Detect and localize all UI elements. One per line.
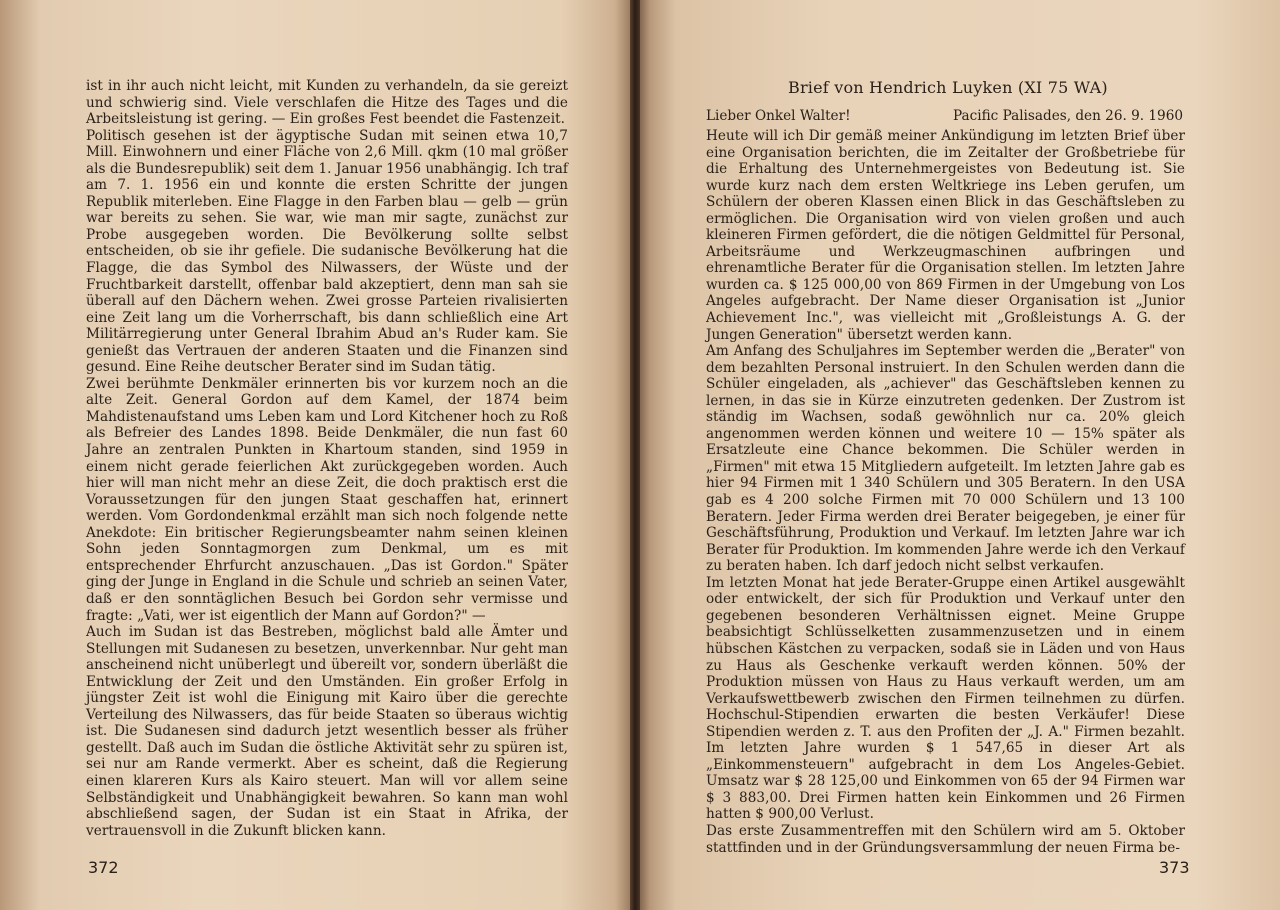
right-paragraph-2: Am Anfang des Schuljahres im September werden die „Berater" von dem bezahlten Personal instruiert. In den Schulen werden dann die Schüler eingeladen, als „achiever" das Geschäftsleben kennen zu lernen, in das sie in Kürze einzutreten gedenken. Der Zustrom ist ständig im Wachsen, sodaß gewöhnlich nur ca. 20% gleich angenommen werden können und weitere 10 — 15% später als Ersatzleute eine Chance bekommen. Die Schüler werden in „Firmen" mit etwa 15 Mitgliedern aufgeteilt. Im letzten Jahre gab es hier 94 Firmen mit 1 340 Schülern und 305 Beratern. In den USA gab es 4 200 solche Firmen mit 70 000 Schülern und 13 100 Beratern. Jeder Firma werden drei Berater beigegeben, je einer für Geschäftsführung, Produktion und Verkauf. Im letzten Jahre war ich Berater für Produktion. Im kommenden Jahre werde ich den Verkauf zu beraten haben. Ich darf jedoch nicht selbst verkaufen. <box>706 343 1185 575</box>
left-page <box>0 0 636 910</box>
left-paragraph-1: ist in ihr auch nicht leicht, mit Kunden zu verhandeln, da sie gereizt und schwierig sind. Viele verschlafen die Hitze des Tages und die Arbeitsleistung ist gering. — Ein großes Fest beendet die Fastenzeit. <box>86 78 568 128</box>
place-date: Pacific Palisades, den 26. 9. 1960 <box>952 108 1183 124</box>
left-paragraph-3: Zwei berühmte Denkmäler erinnerten bis vor kurzem noch an die alte Zeit. General Gordon auf dem Kamel, der 1874 beim Mahdistenaufstand ums Leben kam und Lord Kitchener hoch zu Roß als Befreier des Landes 1898. Beide Denkmäler, die nun fast 60 Jahre an zentralen Punkten in Khartoum standen, sind 1959 in einem nicht gerade feierlichen Akt zurückgegeben worden. Auch hier will man nicht mehr an diese Zeit, die doch praktisch erst die Voraussetzungen für den jungen Staat geschaffen hat, erinnert werden. Vom Gordondenkmal erzählt man sich noch folgende nette Anekdote: Ein britischer Regierungsbeamter nahm seinen kleinen Sohn jeden Sonntagmorgen zum Denkmal, um es mit entsprechender Ehrfurcht anzuschauen. „Das ist Gordon." Später ging der Junge in England in die Schule und schrieb an seinen Vater, daß er den sonntäglichen Besuch bei Gordon sehr vermisse und fragte: „Vati, wer ist eigentlich der Mann auf Gordon?" — <box>86 375 568 624</box>
book-spine <box>630 0 640 910</box>
left-page-number: 372 <box>88 858 119 877</box>
letter-title: Brief von Hendrich Luyken (XI 75 WA) <box>788 78 1108 97</box>
salutation: Lieber Onkel Walter! <box>706 108 851 124</box>
letter-header <box>706 108 1185 124</box>
right-paragraph-3: Im letzten Monat hat jede Berater-Gruppe einen Artikel ausgewählt oder entwickelt, der sich für Produktion und Verkauf unter den gegebenen besonderen Verhältnissen eignet. Meine Gruppe beabsichtigt Schlüsselketten zusammenzusetzen und in einem hübschen Kästchen zu verpacken, sodaß sie in Läden und von Haus zu Haus als Geschenke verkauft werden können. 50% der Produktion müssen von Haus zu Haus verkauft werden, um am Verkaufswettbewerb zwischen den Firmen teilnehmen zu dürfen. Hochschul-Stipendien erwarten die besten Verkäufer! Diese Stipendien werden z. T. aus den Profiten der „J. A." Firmen bezahlt. Im letzten Jahre wurden $ 1 547,65 in dieser Art als „Einkommensteuern" aufgebracht in dem Los Angeles-Gebiet. Umsatz war $ 28 125,00 und Einkommen von 65 der 94 Firmen war $ 3 883,00. Drei Firmen hatten kein Einkommen und 26 Firmen hatten $ 900,00 Verlust. <box>706 574 1185 823</box>
right-page-number: 373 <box>1159 858 1190 877</box>
right-page-text <box>706 128 1185 856</box>
left-paragraph-4: Auch im Sudan ist das Bestreben, möglichst bald alle Ämter und Stellungen mit Sudanesen zu besetzen, unverkennbar. Nur geht man anscheinend nicht unüberlegt und übereilt vor, sondern überläßt die Entwicklung der Zeit und den Umständen. Ein großer Erfolg in jüngster Zeit ist wohl die Einigung mit Kairo über die gerechte Verteilung des Nilwassers, das für beide Staaten so überaus wichtig ist. Die Sudanesen sind dadurch jetzt wesentlich besser als früher gestellt. Daß auch im Sudan die östliche Aktivität sehr zu spüren ist, sei nur am Rande vermerkt. Aber es scheint, daß die Regierung einen klareren Kurs als Kairo steuert. Man will vor allem seine Selbständigkeit und Unabhängigkeit bewahren. So kann man wohl abschließend sagen, der Sudan ist ein Staat in Afrika, der vertrauensvoll in die Zukunft blicken kann. <box>86 624 568 839</box>
left-page-text <box>86 78 568 839</box>
right-paragraph-4: Das erste Zusammentreffen mit den Schülern wird am 5. Oktober stattfinden und in der Gründungsversammlung der neuen Firma be- <box>706 822 1185 856</box>
right-page <box>636 0 1280 910</box>
right-paragraph-1: Heute will ich Dir gemäß meiner Ankündigung im letzten Brief über eine Organisation berichten, die im Zeitalter der Großbetriebe für die Erhaltung des Unternehmergeistes von Bedeutung ist. Sie wurde kurz nach dem ersten Weltkriege ins Leben gerufen, um Schülern der oberen Klassen einen Blick in das Geschäftsleben zu ermöglichen. Die Organisation wird von vielen großen und auch kleineren Firmen gefördert, die die nötigen Geldmittel für Personal, Arbeitsräume und Werkzeugmaschinen aufbringen und ehrenamtliche Berater für die Organisation stellen. Im letzten Jahre wurden ca. $ 125 000,00 von 869 Firmen in der Umgebung von Los Angeles aufgebracht. Der Name dieser Organisation ist „Junior Achievement Inc.", was vielleicht mit „Großleistungs A. G. der Jungen Generation" übersetzt werden kann. <box>706 128 1185 343</box>
left-paragraph-2: Politisch gesehen ist der ägyptische Sudan mit seinen etwa 10,7 Mill. Einwohnern und einer Fläche von 2,6 Mill. qkm (10 mal größer als die Bundesrepublik) seit dem 1. Januar 1956 unabhängig. Ich traf am 7. 1. 1956 ein und konnte die ersten Schritte der jungen Republik miterleben. Eine Flagge in den Farben blau — gelb — grün war bereits zu sehen. Sie war, wie man mir sagte, zunächst zur Probe ausgegeben worden. Die Bevölkerung sollte selbst entscheiden, ob sie ihr gefiele. Die sudanische Bevölkerung hat die Flagge, die das Symbol des Nilwassers, der Wüste und der Fruchtbarkeit darstellt, offenbar bald akzeptiert, denn man sah sie überall auf den Dächern wehen. Zwei grosse Parteien rivalisierten eine Zeit lang um die Vorherrschaft, bis dann schließlich eine Art Militärregierung unter General Ibrahim Abud an's Ruder kam. Sie genießt das Vertrauen der anderen Staaten und die Finanzen sind gesund. Eine Reihe deutscher Berater sind im Sudan tätig. <box>86 127 568 376</box>
